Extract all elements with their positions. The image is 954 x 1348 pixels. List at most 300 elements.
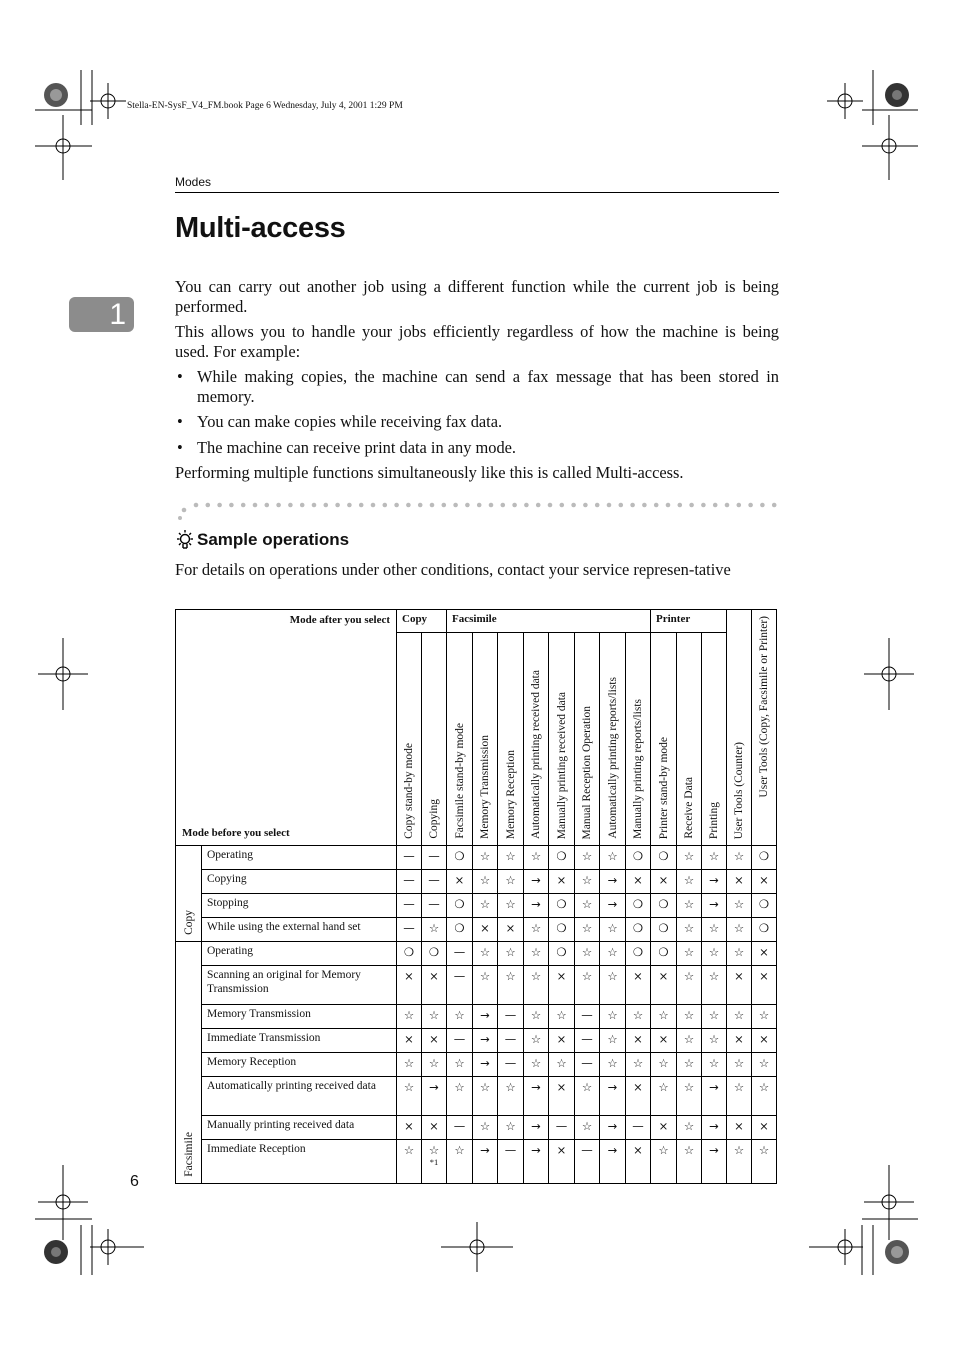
chapter-tab: 1	[69, 297, 134, 332]
column-header: Printer stand-by mode	[651, 633, 677, 846]
table-cell: ☆	[549, 1005, 575, 1029]
separator-dot	[666, 503, 671, 508]
table-cell: →	[600, 1077, 626, 1116]
separator-dot	[595, 503, 600, 508]
table-cell: ☆	[600, 918, 626, 942]
row-label: Scanning an original for Memory Transmission	[202, 966, 397, 1005]
table-cell: ×	[727, 1116, 752, 1140]
table-row	[176, 1116, 777, 1140]
table-cell: ×	[727, 1029, 752, 1053]
table-cell: ❍	[752, 894, 777, 918]
table-cell: ☆	[447, 1140, 473, 1184]
table-cell: ☆	[473, 1116, 498, 1140]
separator-dot	[737, 503, 742, 508]
separator-dot	[725, 503, 730, 508]
row-label: Operating	[202, 846, 397, 870]
table-cell: ❍	[626, 894, 651, 918]
separator-dot	[265, 503, 270, 508]
table-cell: —	[575, 1053, 600, 1077]
table-cell: —	[549, 1116, 575, 1140]
table-cell: →	[702, 1116, 727, 1140]
table-cell: →	[702, 1140, 727, 1184]
separator-dot	[713, 503, 718, 508]
table-cell: ☆	[677, 942, 702, 966]
table-cell: ☆	[626, 1005, 651, 1029]
table-cell: ☆	[575, 894, 600, 918]
column-header: User Tools (Counter)	[727, 610, 752, 846]
table-cell: ☆	[397, 1005, 422, 1029]
table-row	[176, 966, 777, 1005]
table-cell: ☆	[575, 918, 600, 942]
table-row	[176, 942, 777, 966]
column-header: Memory Reception	[498, 633, 524, 846]
table-cell: —	[498, 1140, 524, 1184]
table-cell: ☆ *1	[422, 1140, 447, 1184]
row-group-copy: Copy	[176, 846, 202, 942]
separator-dot	[489, 503, 494, 508]
table-cell: ☆	[727, 1077, 752, 1116]
table-cell: ☆	[677, 1116, 702, 1140]
table-cell: ☆	[600, 1005, 626, 1029]
column-header: Copying	[422, 633, 447, 846]
table-cell: ❍	[651, 846, 677, 870]
separator-dot	[347, 503, 352, 508]
table-cell: →	[524, 1116, 549, 1140]
corner-after-label: Mode after you select	[289, 614, 390, 626]
separator-dot	[501, 503, 506, 508]
table-cell: →	[473, 1053, 498, 1077]
table-cell: ❍	[626, 918, 651, 942]
separator-dot	[748, 503, 753, 508]
table-cell: ☆	[498, 966, 524, 1005]
body-text	[175, 277, 779, 489]
footnote-ref: *1	[429, 1157, 439, 1167]
table-cell: ×	[651, 870, 677, 894]
table-cell: ×	[727, 870, 752, 894]
separator-dot	[430, 503, 435, 508]
table-cell: —	[422, 894, 447, 918]
separator-dot	[560, 503, 565, 508]
separator-dot	[288, 503, 293, 508]
column-header: Facsimile stand-by mode	[447, 633, 473, 846]
column-header: Copy stand-by mode	[397, 633, 422, 846]
corner-before-label: Mode before you select	[182, 827, 290, 839]
table-cell: —	[498, 1053, 524, 1077]
table-cell: ☆	[524, 1053, 549, 1077]
table-cell: ☆	[702, 918, 727, 942]
table-cell: →	[524, 870, 549, 894]
table-row	[176, 1077, 777, 1116]
table-cell: ×	[651, 1116, 677, 1140]
table-cell: ☆	[727, 918, 752, 942]
separator-dot	[619, 503, 624, 508]
table-cell: ☆	[422, 918, 447, 942]
table-cell: ×	[626, 1140, 651, 1184]
table-cell: —	[397, 870, 422, 894]
separator-dot	[418, 503, 423, 508]
separator-dot	[701, 503, 706, 508]
table-cell: ☆	[626, 1053, 651, 1077]
separator-dot	[371, 503, 376, 508]
table-cell: ☆	[524, 918, 549, 942]
table-cell: ☆	[447, 1053, 473, 1077]
table-cell: ×	[727, 966, 752, 1005]
separator-dot	[607, 503, 612, 508]
paragraph-1: You can carry out another job using a different function while the current job is being performed.	[175, 277, 779, 316]
table-cell: ☆	[473, 846, 498, 870]
table-cell: ☆	[498, 894, 524, 918]
separator-dot	[253, 503, 258, 508]
table-cell: —	[447, 1029, 473, 1053]
table-cell: —	[575, 1140, 600, 1184]
row-label: Immediate Reception	[202, 1140, 397, 1184]
table-cell: ☆	[524, 846, 549, 870]
list-item: • While making copies, the machine can send a fax message that has been stored in memory.	[177, 367, 779, 406]
row-label: While using the external hand set	[202, 918, 397, 942]
table-cell: ☆	[677, 1029, 702, 1053]
table-cell: ☆	[651, 1077, 677, 1116]
sample-heading-text: Sample operations	[197, 530, 350, 549]
table-cell: ❍	[447, 918, 473, 942]
table-cell: ❍	[651, 894, 677, 918]
table-cell: ☆	[702, 1053, 727, 1077]
table-cell: ☆	[651, 1053, 677, 1077]
table-cell: →	[702, 1077, 727, 1116]
table-cell: ☆	[600, 942, 626, 966]
table-cell: ×	[752, 870, 777, 894]
table-cell: →	[422, 1077, 447, 1116]
table-cell: ☆	[677, 870, 702, 894]
table-cell: ×	[549, 966, 575, 1005]
lightbulb-icon	[175, 529, 195, 551]
list-item: • You can make copies while receiving fax data.	[177, 412, 503, 431]
running-head: Modes	[175, 175, 212, 189]
table-cell: ❍	[651, 942, 677, 966]
table-cell: ☆	[422, 1053, 447, 1077]
row-label: Memory Transmission	[202, 1005, 397, 1029]
separator-dot	[406, 503, 411, 508]
table-cell: ☆	[422, 1005, 447, 1029]
separator-dot	[689, 503, 694, 508]
table-cell: ☆	[677, 1140, 702, 1184]
column-header: Automatically printing reports/lists	[600, 633, 626, 846]
separator-dot	[512, 503, 517, 508]
table-cell: →	[524, 894, 549, 918]
table-cell: ☆	[600, 1053, 626, 1077]
table-cell: ☆	[524, 966, 549, 1005]
table-body	[176, 846, 777, 1184]
separator-dot	[654, 503, 659, 508]
page-title: Multi-access	[175, 212, 346, 244]
column-header: Printing	[702, 633, 727, 846]
table-cell: —	[422, 846, 447, 870]
table-cell: ☆	[702, 942, 727, 966]
separator-dot	[442, 503, 447, 508]
table-cell: ☆	[473, 942, 498, 966]
row-label: Memory Reception	[202, 1053, 397, 1077]
table-cell: ☆	[677, 918, 702, 942]
table-cell: ☆	[752, 1140, 777, 1184]
table-cell: ❍	[752, 846, 777, 870]
table-cell: ☆	[752, 1053, 777, 1077]
list-item: • The machine can receive print data in any mode.	[177, 437, 517, 457]
table-cell: ❍	[549, 942, 575, 966]
table-cell: ❍	[626, 846, 651, 870]
table-cell: ☆	[498, 1116, 524, 1140]
table-cell: ☆	[524, 1005, 549, 1029]
table-cell: ×	[651, 1029, 677, 1053]
table-cell: ☆	[473, 870, 498, 894]
table-cell: ❍	[549, 918, 575, 942]
separator-dot	[571, 503, 576, 508]
table-cell: —	[498, 1029, 524, 1053]
separator-dot	[536, 503, 541, 508]
table-cell: ☆	[727, 1140, 752, 1184]
column-header: Manual Reception Operation	[575, 633, 600, 846]
separator-dot	[760, 503, 765, 508]
table-cell: →	[524, 1077, 549, 1116]
table-cell: ×	[397, 1116, 422, 1140]
table-cell: ☆	[702, 1005, 727, 1029]
table-cell: ☆	[447, 1005, 473, 1029]
separator-dot	[383, 503, 388, 508]
row-label: Manually printing received data	[202, 1116, 397, 1140]
table-cell: ☆	[727, 1005, 752, 1029]
table-cell: ❍	[447, 846, 473, 870]
separator-dot	[630, 503, 635, 508]
table-cell: ☆	[677, 1077, 702, 1116]
table-cell: ☆	[575, 942, 600, 966]
separator-dot	[178, 516, 182, 520]
table-row	[176, 894, 777, 918]
bullet-icon: •	[177, 412, 183, 431]
table-cell: ☆	[498, 846, 524, 870]
table-cell: ☆	[473, 966, 498, 1005]
table-cell: ×	[549, 1140, 575, 1184]
table-cell: ☆	[473, 1077, 498, 1116]
table-cell: ×	[473, 918, 498, 942]
separator-dot	[359, 503, 364, 508]
separator-dot	[453, 503, 458, 508]
table-cell: ☆	[397, 1140, 422, 1184]
row-label: Operating	[202, 942, 397, 966]
table-cell: →	[600, 1140, 626, 1184]
table-cell: ☆	[600, 966, 626, 1005]
table-cell: ☆	[677, 966, 702, 1005]
table-cell: →	[473, 1140, 498, 1184]
header-rule	[175, 192, 779, 193]
table-cell: ☆	[727, 894, 752, 918]
table-cell: →	[473, 1005, 498, 1029]
table-cell: ☆	[524, 942, 549, 966]
column-header: Receive Data	[677, 633, 702, 846]
separator-dot	[772, 503, 777, 508]
table-cell: ×	[422, 1029, 447, 1053]
table-cell: ×	[549, 1077, 575, 1116]
table-cell: ☆	[702, 846, 727, 870]
table-cell: →	[702, 870, 727, 894]
table-cell: ☆	[575, 870, 600, 894]
table-cell: ❍	[422, 942, 447, 966]
table-cell: ×	[752, 966, 777, 1005]
table-cell: ×	[626, 870, 651, 894]
table-cell: ×	[549, 870, 575, 894]
table-cell: ❍	[549, 894, 575, 918]
table-cell: —	[397, 846, 422, 870]
separator-dot	[524, 503, 529, 508]
separator-dot	[241, 503, 246, 508]
separator-dot	[583, 503, 588, 508]
table-row	[176, 1140, 777, 1184]
table-cell: ×	[626, 1077, 651, 1116]
column-header: Automatically printing received data	[524, 633, 549, 846]
table-cell: ☆	[575, 1077, 600, 1116]
table-cell: ☆	[397, 1053, 422, 1077]
table-cell: ❍	[626, 942, 651, 966]
table-cell: ☆	[575, 846, 600, 870]
table-cell: ☆	[600, 1029, 626, 1053]
table-cell: —	[498, 1005, 524, 1029]
table-cell: ☆	[677, 1053, 702, 1077]
group-header-printer: Printer	[651, 610, 727, 633]
table-cell: —	[626, 1116, 651, 1140]
print-header-info: Stella-EN-SysF_V4_FM.book Page 6 Wednesday, July 4, 2001 1:29 PM	[127, 101, 403, 111]
separator-dot	[182, 508, 187, 513]
table-cell: ☆	[498, 1077, 524, 1116]
table-cell: ☆	[397, 1077, 422, 1116]
column-header: User Tools (Copy, Facsimile or Printer)	[752, 610, 777, 846]
table-cell: ☆	[600, 846, 626, 870]
separator-dot	[394, 503, 399, 508]
row-group-facsimile: Facsimile	[176, 942, 202, 1184]
table-cell: ☆	[752, 1077, 777, 1116]
table-cell: ☆	[727, 942, 752, 966]
separator-dot	[678, 503, 683, 508]
table-cell: ☆	[651, 1005, 677, 1029]
table-cell: —	[447, 1116, 473, 1140]
table-cell: ☆	[677, 894, 702, 918]
table-cell: ☆	[575, 1116, 600, 1140]
table-cell: ❍	[651, 918, 677, 942]
row-label: Copying	[202, 870, 397, 894]
separator-dot	[229, 503, 234, 508]
table-cell: ×	[397, 1029, 422, 1053]
table-row	[176, 918, 777, 942]
separator-dot	[465, 503, 470, 508]
table-cell: →	[600, 870, 626, 894]
row-label: Automatically printing received data	[202, 1077, 397, 1116]
table-cell: ☆	[702, 966, 727, 1005]
separator-dot	[194, 503, 199, 508]
table-cell: ×	[498, 918, 524, 942]
separator-dot	[312, 503, 317, 508]
row-label: Immediate Transmission	[202, 1029, 397, 1053]
table-cell: —	[397, 894, 422, 918]
dotted-separator	[178, 500, 778, 530]
separator-dot	[477, 503, 482, 508]
table-cell: ☆	[677, 1005, 702, 1029]
table-corner	[176, 610, 397, 846]
table-row	[176, 1029, 777, 1053]
table-cell: ×	[447, 870, 473, 894]
separator-dot	[324, 503, 329, 508]
table-cell: ☆	[575, 966, 600, 1005]
column-header: Memory Transmission	[473, 633, 498, 846]
separator-dot	[217, 503, 222, 508]
group-header-copy: Copy	[397, 610, 447, 633]
table-cell: ×	[422, 1116, 447, 1140]
table-cell: ❍	[752, 918, 777, 942]
table-cell: ☆	[524, 1029, 549, 1053]
row-label: Stopping	[202, 894, 397, 918]
page-number: 6	[130, 1173, 139, 1190]
separator-dot	[276, 503, 281, 508]
table-cell: ☆	[752, 1005, 777, 1029]
table-cell: ☆	[727, 1053, 752, 1077]
table-cell: ×	[626, 1029, 651, 1053]
table-cell: —	[575, 1029, 600, 1053]
sample-intro: For details on operations under other conditions, contact your service represen-tative	[175, 560, 731, 579]
table-cell: →	[524, 1140, 549, 1184]
sample-heading	[175, 529, 349, 551]
table-row	[176, 870, 777, 894]
table-cell: ☆	[447, 1077, 473, 1116]
separator-dot	[300, 503, 305, 508]
table-cell: ☆	[498, 870, 524, 894]
table-cell: ☆	[727, 846, 752, 870]
separator-dot	[642, 503, 647, 508]
table-row	[176, 846, 777, 870]
table-cell: →	[473, 1029, 498, 1053]
table-row	[176, 1053, 777, 1077]
table-cell: ☆	[473, 894, 498, 918]
table-cell: ☆	[702, 1029, 727, 1053]
table-cell: →	[600, 1116, 626, 1140]
table-cell: →	[702, 894, 727, 918]
table-cell: —	[447, 966, 473, 1005]
table-cell: —	[422, 870, 447, 894]
table-cell: ×	[549, 1029, 575, 1053]
example-list	[175, 367, 779, 457]
table-cell: —	[575, 1005, 600, 1029]
separator-dot	[548, 503, 553, 508]
column-header: Manually printing received data	[549, 633, 575, 846]
table-cell: ×	[626, 966, 651, 1005]
group-header-facsimile: Facsimile	[447, 610, 651, 633]
table-cell: ☆	[651, 1140, 677, 1184]
table-cell: →	[600, 894, 626, 918]
separator-dot	[335, 503, 340, 508]
table-cell: ☆	[498, 942, 524, 966]
table-row	[176, 1005, 777, 1029]
separator-dot	[206, 503, 211, 508]
table-cell: ×	[752, 942, 777, 966]
table-cell: ☆	[677, 846, 702, 870]
multi-access-table	[175, 609, 777, 1184]
table-cell: ❍	[447, 894, 473, 918]
table-cell: —	[397, 918, 422, 942]
table-cell: —	[447, 942, 473, 966]
table-cell: ×	[397, 966, 422, 1005]
table-cell: ×	[752, 1116, 777, 1140]
column-header: Manually printing reports/lists	[626, 633, 651, 846]
table-cell: ❍	[397, 942, 422, 966]
table-cell: ❍	[549, 846, 575, 870]
bullet-icon: •	[177, 437, 183, 457]
table-cell: ☆	[549, 1053, 575, 1077]
table-cell: ×	[422, 966, 447, 1005]
paragraph-3: Performing multiple functions simultaneously like this is called Multi-access.	[175, 463, 684, 482]
